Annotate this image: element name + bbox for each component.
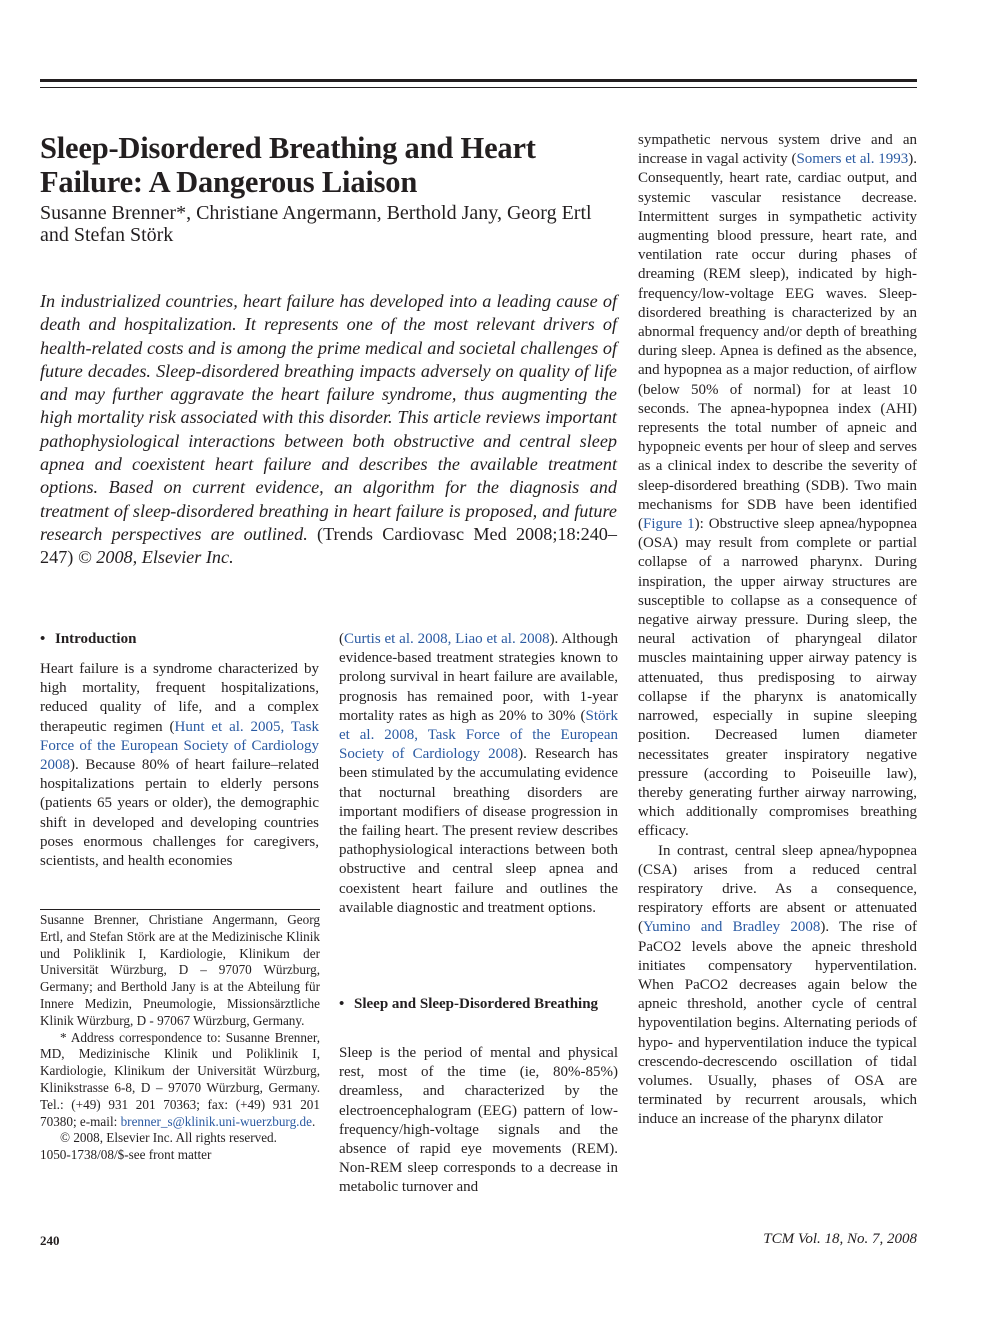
column-2-body — [339, 630, 618, 918]
article-title: Sleep-Disordered Breathing and Heart Failure: A Dangerous Liaison — [40, 131, 536, 199]
abstract-text: In industrialized countries, heart failure has developed into a leading cause of death and hospitalization. It represents one of the most relevant drivers of health-related costs and is among the prime medical and societal challenges of future decades. Sleep-disordered breathing impacts adversely on quality of life and may further aggravate the heart failure syndrome, thus augmenting the high mortality risk associated with this disorder. This article reviews important pathophysiological interactions between both obstructive and central sleep apnea and coexistent heart failure and describes the available treatment options. Based on current evidence, an algorithm for the diagnosis and treatment of sleep-disordered breathing in heart failure is proposed, and future research perspectives are outlined. — [40, 291, 617, 544]
column-2-paragraph-1: (Curtis et al. 2008, Liao et al. 2008). Although evidence-based treatment strategies known to prolong survival in heart failure are available, prognosis has remained poor, with 1-year mortality rates as high as 20% to 30% (Störk et al. 2008, Task Force of the European Society of Cardiology 2008). Research has been stimulated by the accumulating evidence that nocturnal breathing disorders are important modifiers of disease progression in the failing heart. The present review describes pathophysiological interactions between both obstructive and central sleep apnea and coexistent heart failure and outlines the available diagnostic and treatment options. — [339, 631, 618, 916]
abstract-copyright: © 2008, Elsevier Inc. — [77, 547, 234, 568]
header-rule-thick — [40, 79, 917, 82]
abstract — [40, 290, 617, 570]
abstract-citation: (Trends Cardiovasc Med 2008;18:240–247) — [40, 523, 617, 568]
reference-link-curtis[interactable]: Curtis et al. 2008, Liao et al. 2008 — [344, 631, 550, 647]
introduction-paragraph: Heart failure is a syndrome characterized by high mortality, frequent hospitalizations, reduced quality of life, and a complex therapeutic regimen (Hunt et al. 2005, Task Force of the European Society of Cardiology 2008). Because 80% of heart failure–related hospitalizations pertain to elderly persons (patients 65 years or older), the demographic shift in developed and developing countries poses enormous challenges for caregivers, scientists, and health economies — [40, 661, 319, 870]
column-3-body — [638, 131, 917, 1130]
journal-reference: TCM Vol. 18, No. 7, 2008 — [763, 1231, 917, 1247]
reference-link-hunt[interactable]: Hunt et al. 2005, Task Force of the European Society of Cardiology 2008 — [40, 718, 319, 774]
column-3-paragraph-1: sympathetic nervous system drive and an increase in vagal activity (Somers et al. 1993). Consequently, heart rate, cardiac output, and systemic vascular resistance decrease. Intermittent surges in sympathetic activity augmenting blood pressure, heart rate, and ventilation rate occur during phases of dreaming (REM sleep), indicated by high-frequency/low-voltage EEG waves. Sleep-disordered breathing is characterized by an abnormal frequency and/or depth of breathing during sleep. Apnea is defined as the absence, and hypopnea as a major reduction, of airflow (below 50% of normal) for at least 10 seconds. The apnea-hypopnea index (AHI) represents the total number of apneic and hypopneic events per hour of sleep and serves as a clinical index to describe the severity of sleep-disordered breathing (SDB). Two main mechanisms for SDB have been identified (Figure 1): Obstructive sleep apnea/hypopnea (OSA) may result from complete or partial collapse of a narrowed pharynx. During inspiration, the upper airway structures are susceptible to collapse as a consequence of negative airway pressure. During sleep, the neural activation of pharyngeal dilator muscles maintaining upper airway patency is attenuated, thus predisposing to airway collapse if the pharynx is anatomically narrowed, especially in supine sleeping position. Decreased lumen diameter necessitates greater inspiratory negative pressure (according to Poiseuille law), thereby generating further airway narrowing, which additionally compromises breathing efficacy. — [638, 132, 917, 840]
column-3-paragraph-2: In contrast, central sleep apnea/hypopnea (CSA) arises from a reduced central respiratory drive. As a consequence, respiratory efforts are absent or attenuated (Yumino and Bradley 2008). The rise of PaCO2 levels above the apneic threshold initiates compensatory hyperventilation. When PaCO2 decreases again below the apneic threshold, another cycle of central hypoventilation begins. Alternating periods of hypo- and hyperventilation induce the typical crescendo-decrescendo oscillation of tidal volumes. Usually, phases of OSA are terminated by recurrent arousals, which induce an increase of the pharynx dilator — [638, 842, 917, 1128]
email-link[interactable]: brenner_s@klinik.uni-wuerzburg.de — [120, 1113, 312, 1129]
bullet-icon: • — [40, 631, 46, 647]
reference-link-somers[interactable]: Somers et al. 1993 — [796, 151, 909, 168]
footnote-issn: 1050-1738/08/$-see front matter — [40, 1147, 212, 1163]
column-2-paragraph-2: Sleep is the period of mental and physical rest, most of the time (ie, 80%-85%) dreamless, and characterized by the electroencephalogram (EEG) pattern of low-frequency/high-voltage signals and the absence of rapid eye movements (REM). Non-REM sleep corresponds to a decrease in metabolic turnover and — [339, 1045, 618, 1196]
section-heading-introduction: • Introduction — [40, 630, 320, 649]
article-authors: Susanne Brenner*, Christiane Angermann, Berthold Jany, Georg Ertl and Stefan Störk — [40, 202, 592, 246]
footnotes — [40, 912, 320, 1164]
bullet-icon: • — [339, 996, 345, 1012]
header-rule-thin — [40, 87, 917, 88]
section-heading-sleep: • Sleep and Sleep-Disordered Breathing — [339, 995, 618, 1014]
figure-link[interactable]: Figure 1 — [643, 516, 695, 533]
footnote-rule — [40, 909, 320, 910]
reference-link-yumino[interactable]: Yumino and Bradley 2008 — [643, 919, 821, 936]
column-1-body — [40, 660, 319, 871]
footnote-correspondence: * Address correspondence to: Susanne Brenner, MD, Medizinische Klinik und Poliklinik I, Kardiologie, Klinikum der Universität Würzburg, Klinikstrasse 6-8, D – 97070 Würzburg, Germany. Tel.: (+49) 931 201 70363; fax: (+49) 931 201 70380; e-mail: brenner_s@klinik.uni-wuerzburg.de. — [40, 1029, 320, 1129]
footnote-affiliation: Susanne Brenner, Christiane Angermann, Georg Ertl, and Stefan Störk are at the Medizinische Klinik und Poliklinik I, Kardiologie, Klinikum der Universität Würzburg, D – 97070 Würzburg, Germany; and Berthold Jany is at the Abteilung für Innere Medizin, Pneumologie, Missionsärztliche Klinik Würzburg, D - 97067 Würzburg, Germany. — [40, 912, 320, 1028]
reference-link-stork[interactable]: Störk et al. 2008, Task Force of the European Society of Cardiology 2008 — [339, 707, 618, 763]
footnote-rights: © 2008, Elsevier Inc. All rights reserved. — [60, 1130, 277, 1146]
page-number: 240 — [40, 1233, 60, 1248]
column-2-body-continued — [339, 1044, 618, 1198]
